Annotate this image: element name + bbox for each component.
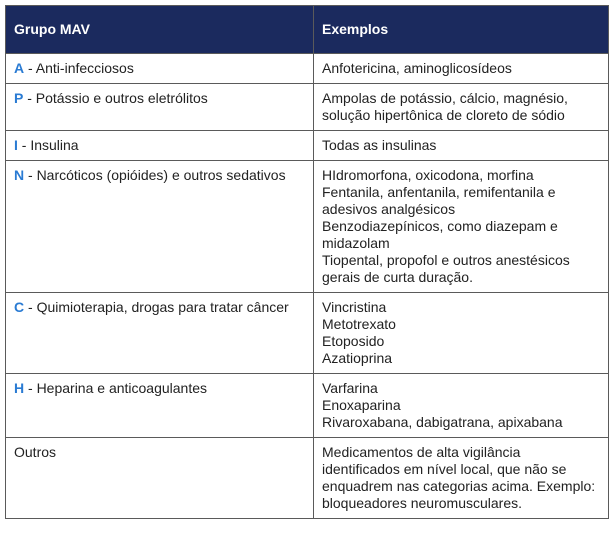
group-label: - Quimioterapia, drogas para tratar câncer [24,299,289,315]
example-line: Anfotericina, aminoglicosídeos [322,60,512,76]
table-row [6,374,609,438]
group-letter: C [14,299,25,315]
examples-cell [314,374,609,438]
examples-cell [314,438,609,519]
group-letter: A [14,60,25,76]
examples-cell [314,293,609,374]
example-line: HIdromorfona, oxicodona, morfina [322,167,534,183]
examples-cell [314,84,609,131]
group-cell [6,293,314,374]
example-line: Etoposido [322,333,385,349]
group-letter: I [14,137,18,153]
group-cell [6,161,314,293]
examples-cell [314,54,609,84]
example-line: Enoxaparina [322,397,401,413]
examples-cell [314,131,609,161]
group-label: - Insulina [17,137,79,153]
table-row [6,84,609,131]
example-line: Ampolas de potássio, cálcio, magnésio, solução hipertônica de cloreto de sódio [322,90,568,123]
group-letter: P [14,90,24,106]
group-label: Outros [14,444,57,460]
group-cell [6,438,314,519]
example-line: Todas as insulinas [322,137,437,153]
table-row [6,131,609,161]
mav-table [5,5,609,519]
group-cell [6,84,314,131]
table-row [6,293,609,374]
table-body [6,54,609,519]
group-label: - Potássio e outros eletrólitos [23,90,208,106]
example-line: Tiopental, propofol e outros anestésicos gerais de curta duração. [322,252,570,285]
group-letter: H [14,380,25,396]
table-row [6,54,609,84]
example-line: Varfarina [322,380,378,396]
group-label: - Narcóticos (opióides) e outros sedativos [24,167,286,183]
example-line: Vincristina [322,299,387,315]
group-cell [6,131,314,161]
example-line: Rivaroxabana, dabigatrana, apixabana [322,414,563,430]
group-label: - Heparina e anticoagulantes [24,380,208,396]
table-row [6,161,609,293]
example-line: Azatioprina [322,350,393,366]
example-line: Metotrexato [322,316,396,332]
header-grupo-mav: Grupo MAV [6,6,314,54]
group-cell [6,374,314,438]
examples-cell [314,161,609,293]
group-letter: N [14,167,25,183]
example-line: Benzodiazepínicos, como diazepam e midazolam [322,218,558,251]
table-row [6,438,609,519]
example-line: Fentanila, anfentanila, remifentanila e adesivos analgésicos [322,184,556,217]
table-header-row [6,6,609,54]
header-exemplos: Exemplos [314,6,609,54]
example-line: Medicamentos de alta vigilância identificados em nível local, que não se enquadrem nas categorias acima. Exemplo: bloqueadores neuromusculares. [322,444,596,511]
group-cell [6,54,314,84]
group-label: - Anti-infecciosos [24,60,134,76]
